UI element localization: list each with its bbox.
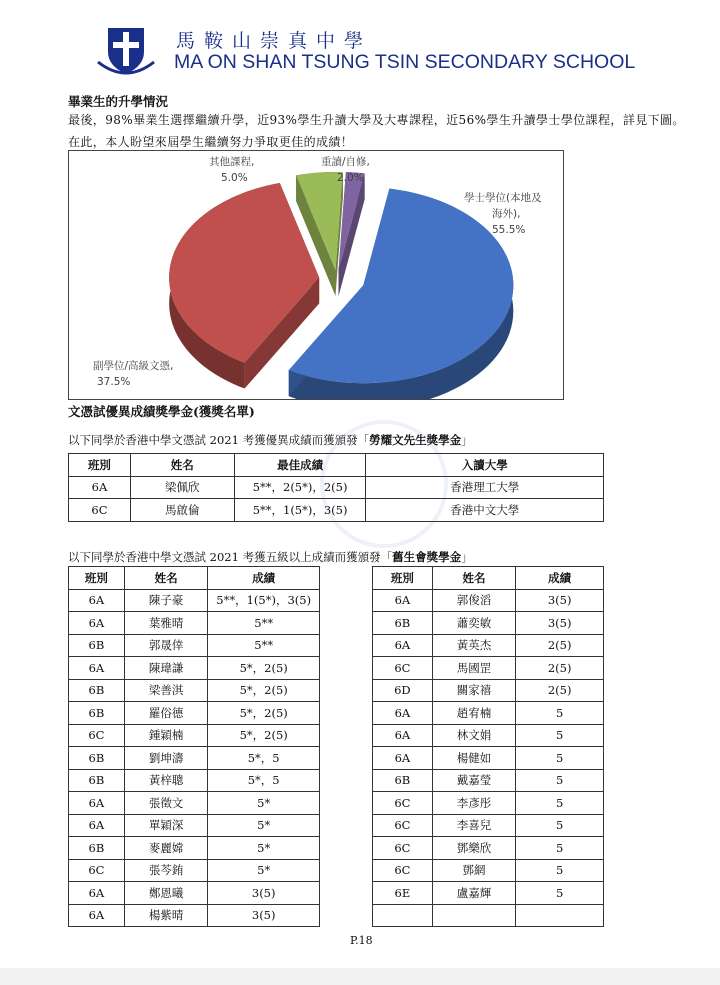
column-header: 班別 [373, 567, 433, 590]
table-row [69, 634, 320, 657]
table-cell: 張芩銪 [124, 859, 208, 882]
pie-category-label: 海外), [492, 208, 521, 220]
table-cell: 6A [69, 476, 131, 499]
table-row [69, 476, 604, 499]
table-cell: 6B [373, 612, 433, 635]
table-cell: 2(5) [516, 634, 604, 657]
table-cell: 香港中文大學 [366, 499, 604, 522]
table-cell: 梁佩欣 [130, 476, 234, 499]
table-cell: 6C [69, 499, 131, 522]
table-row [373, 769, 604, 792]
table-cell: 6A [69, 589, 125, 612]
table-cell: 馬國罡 [432, 657, 516, 680]
table-cell: 3(5) [208, 882, 320, 905]
table-row [373, 702, 604, 725]
table-row [373, 904, 604, 927]
table-cell: 5*，5 [208, 769, 320, 792]
school-name-chinese: 馬鞍山崇真中學 [176, 30, 373, 52]
table-cell: 6B [69, 702, 125, 725]
table-cell: 陳瑋謙 [124, 657, 208, 680]
section-title-scholarship: 文憑試優異成績獎學金(獲獎名單) [68, 404, 255, 419]
intro1-award-name: 勞耀文先生獎學金 [369, 433, 462, 447]
pie-category-label: 重讀/自修, [321, 156, 370, 168]
table-cell: 3(5) [516, 612, 604, 635]
table-cell: 5 [516, 859, 604, 882]
table-row [69, 612, 320, 635]
scholarship2-intro [68, 549, 473, 565]
table-cell: 6A [373, 724, 433, 747]
table-cell: 黃梓聰 [124, 769, 208, 792]
table-row [69, 904, 320, 927]
table-cell: 6B [69, 837, 125, 860]
column-header: 班別 [69, 454, 131, 477]
intro2-prefix: 以下同學於香港中學文憑試 2021 考獲五級以上成績而獲頒發「 [68, 550, 393, 564]
table-row [69, 679, 320, 702]
table-cell: 5 [516, 724, 604, 747]
table-row [69, 814, 320, 837]
table-cell: 關家禧 [432, 679, 516, 702]
table-cell [373, 904, 433, 927]
table-cell: 趙宥楠 [432, 702, 516, 725]
table-row [69, 882, 320, 905]
pie-value-label: 55.5% [492, 224, 526, 236]
table-cell: 6B [69, 634, 125, 657]
table-row [69, 769, 320, 792]
table-cell: 6D [373, 679, 433, 702]
table-row [373, 859, 604, 882]
table-row [373, 657, 604, 680]
table-cell: 葉雅晴 [124, 612, 208, 635]
table-cell: 5 [516, 814, 604, 837]
table-row [373, 679, 604, 702]
scholarship1-table [68, 453, 604, 522]
table-cell: 5* [208, 837, 320, 860]
table-cell: 楊紫晴 [124, 904, 208, 927]
table-cell: 2(5) [516, 679, 604, 702]
pie-category-label: 其他課程, [209, 156, 255, 168]
table-cell: 6A [69, 904, 125, 927]
table-cell: 5*，2(5) [208, 702, 320, 725]
table-row [373, 837, 604, 860]
table-cell [516, 904, 604, 927]
table-cell: 5**，1(5*)，3(5) [208, 589, 320, 612]
table-cell: 麥麗嫦 [124, 837, 208, 860]
column-header: 姓名 [130, 454, 234, 477]
table-cell: 5*，2(5) [208, 724, 320, 747]
table-cell: 5**，1(5*)，3(5) [234, 499, 366, 522]
table-row [373, 747, 604, 770]
table-row [373, 792, 604, 815]
column-header: 姓名 [432, 567, 516, 590]
table-cell: 6A [69, 657, 125, 680]
table-row [373, 724, 604, 747]
table-cell: 5*，5 [208, 747, 320, 770]
table-header-row [373, 567, 604, 590]
table-cell: 李喜兒 [432, 814, 516, 837]
table-header-row [69, 454, 604, 477]
table-row [69, 837, 320, 860]
column-header: 姓名 [124, 567, 208, 590]
table-cell: 6B [69, 769, 125, 792]
school-name-english: MA ON SHAN TSUNG TSIN SECONDARY SCHOOL [174, 51, 636, 73]
table-cell: 張徵文 [124, 792, 208, 815]
table-cell: 戴嘉瑩 [432, 769, 516, 792]
table-cell: 6C [373, 814, 433, 837]
table-cell: 5 [516, 702, 604, 725]
table-cell: 鄧樂欣 [432, 837, 516, 860]
column-header: 成績 [516, 567, 604, 590]
table-cell: 6C [69, 859, 125, 882]
table-cell: 6A [373, 702, 433, 725]
pie-category-label: 副學位/高級文憑, [93, 360, 174, 372]
table-cell: 6A [373, 747, 433, 770]
table-cell: 3(5) [208, 904, 320, 927]
table-cell: 5* [208, 792, 320, 815]
table-row [69, 747, 320, 770]
column-header: 成績 [208, 567, 320, 590]
table-row [373, 882, 604, 905]
table-cell: 鍾穎楠 [124, 724, 208, 747]
table-cell: 6B [373, 769, 433, 792]
table-cell: 6A [69, 792, 125, 815]
table-cell: 單穎深 [124, 814, 208, 837]
table-cell: 6C [373, 657, 433, 680]
column-header: 入讀大學 [366, 454, 604, 477]
table-cell: 6C [373, 837, 433, 860]
pie-chart-svg [69, 151, 563, 399]
table-cell: 6C [373, 792, 433, 815]
table-row [373, 814, 604, 837]
scholarship1-intro [68, 432, 473, 448]
table-cell: 5*，2(5) [208, 657, 320, 680]
intro1-prefix: 以下同學於香港中學文憑試 2021 考獲優異成績而獲頒發「 [68, 433, 370, 447]
table-cell: 5**，2(5*)，2(5) [234, 476, 366, 499]
table-cell: 6B [69, 679, 125, 702]
table-row [69, 657, 320, 680]
page-number: P.18 [350, 934, 373, 947]
table-cell: 5* [208, 814, 320, 837]
graduates-paragraph: 最後，98%畢業生選擇繼續升學，近93%學生升讀大學及大專課程，近56%學生升讀學士學位課程，詳見下圖。在此，本人盼望來屆學生繼續努力爭取更佳的成績！ [68, 113, 685, 149]
table-cell: 5 [516, 769, 604, 792]
pie-value-label: 5.0% [221, 172, 248, 184]
table-cell: 梁善淇 [124, 679, 208, 702]
table-cell: 黃英杰 [432, 634, 516, 657]
table-cell: 6A [373, 634, 433, 657]
intro2-suffix: 」 [461, 550, 473, 564]
section-title-graduates: 畢業生的升學情況 [68, 94, 169, 109]
column-header: 班別 [69, 567, 125, 590]
table-cell: 5 [516, 792, 604, 815]
table-cell: 6B [69, 747, 125, 770]
table-cell: 李彥彤 [432, 792, 516, 815]
table-header-row [69, 567, 320, 590]
table-row [373, 589, 604, 612]
table-row [373, 634, 604, 657]
table-row [69, 589, 320, 612]
table-cell: 馬啟倫 [130, 499, 234, 522]
table-cell: 2(5) [516, 657, 604, 680]
table-cell: 鄧網 [432, 859, 516, 882]
table-cell: 香港理工大學 [366, 476, 604, 499]
table-cell: 林文娟 [432, 724, 516, 747]
table-cell: 郭晟倖 [124, 634, 208, 657]
column-header: 最佳成績 [234, 454, 366, 477]
table-cell: 5** [208, 634, 320, 657]
pie-category-label: 學士學位(本地及 [464, 192, 542, 204]
table-cell [432, 904, 516, 927]
table-cell: 6A [69, 882, 125, 905]
table-cell: 5 [516, 747, 604, 770]
table-cell: 郭俊滔 [432, 589, 516, 612]
table-row [373, 612, 604, 635]
table-row [69, 702, 320, 725]
table-cell: 鄭恩曦 [124, 882, 208, 905]
intro2-award-name: 舊生會獎學金 [392, 550, 462, 564]
table-row [69, 724, 320, 747]
table-cell: 楊健如 [432, 747, 516, 770]
table-cell: 5** [208, 612, 320, 635]
table-cell: 6E [373, 882, 433, 905]
table-cell: 6C [373, 859, 433, 882]
table-cell: 5 [516, 882, 604, 905]
table-cell: 3(5) [516, 589, 604, 612]
table-cell: 6A [69, 612, 125, 635]
table-cell: 5*，2(5) [208, 679, 320, 702]
intro1-suffix: 」 [461, 433, 473, 447]
table-cell: 蕭奕敏 [432, 612, 516, 635]
table-cell: 盧嘉輝 [432, 882, 516, 905]
table-cell: 劉坤濤 [124, 747, 208, 770]
school-crest-icon [96, 22, 156, 80]
table-cell: 6A [69, 814, 125, 837]
table-cell: 5* [208, 859, 320, 882]
pie-value-label: 2.0% [337, 172, 364, 184]
pie-value-label: 37.5% [97, 376, 131, 388]
table-cell: 5 [516, 837, 604, 860]
table-row [69, 499, 604, 522]
scholarship2-table-right [372, 566, 604, 927]
table-row [69, 859, 320, 882]
table-cell: 羅俗德 [124, 702, 208, 725]
table-cell: 6A [373, 589, 433, 612]
pie-chart [68, 150, 564, 400]
table-cell: 6C [69, 724, 125, 747]
table-row [69, 792, 320, 815]
scholarship2-table-left [68, 566, 320, 927]
table-cell: 陳子豪 [124, 589, 208, 612]
